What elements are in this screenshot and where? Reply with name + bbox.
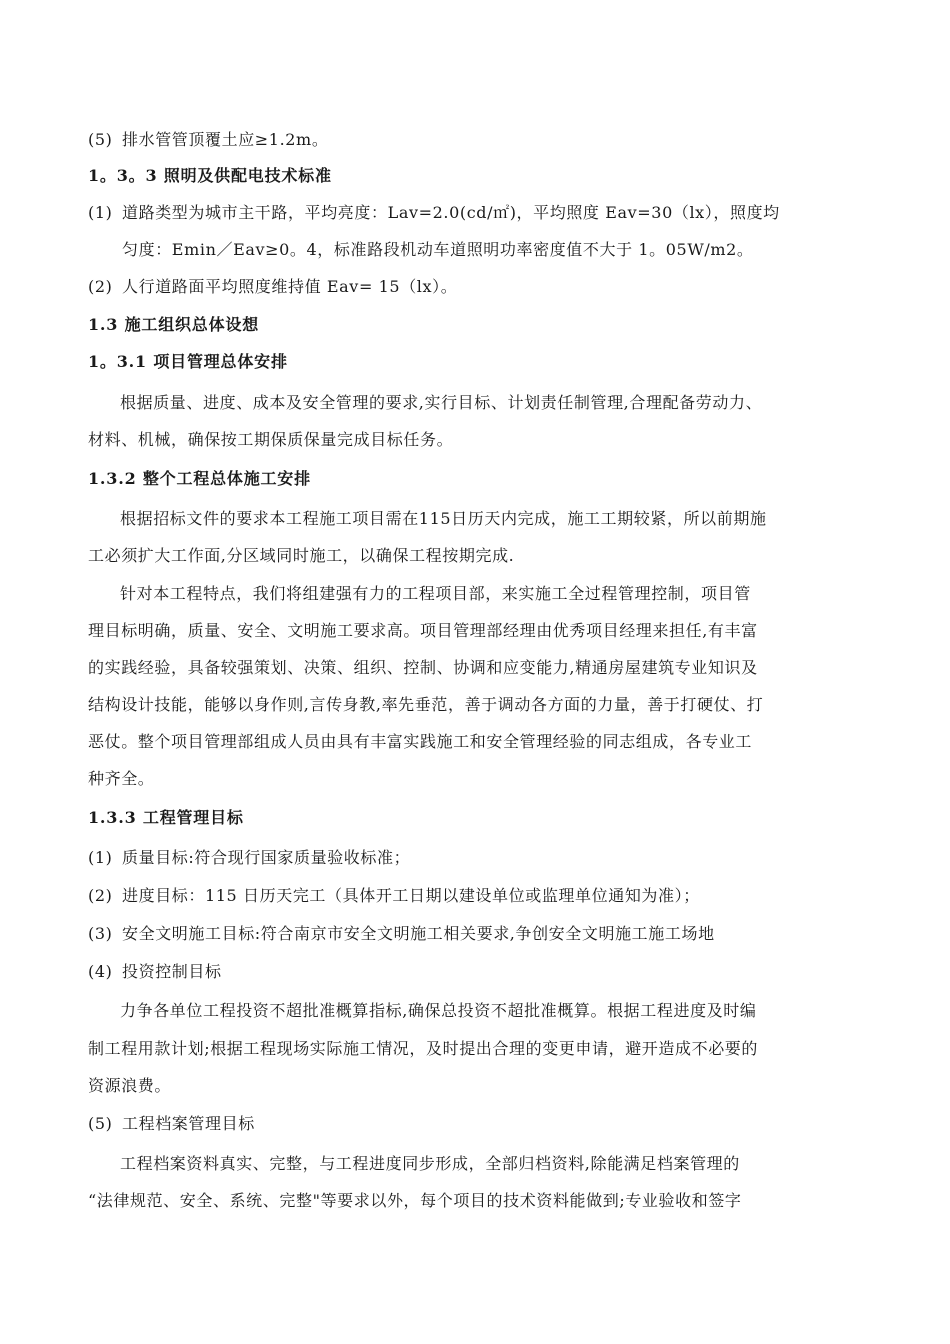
paragraph-line: 针对本工程特点，我们将组建强有力的工程项目部，来实施工全过程管理控制，项目管 <box>120 584 751 603</box>
list-item <box>88 848 868 868</box>
section-heading: 1.3.3 工程管理目标 <box>88 808 244 827</box>
list-text: 投资控制目标 <box>122 962 222 981</box>
list-text: 安全文明施工目标:符合南京市安全文明施工相关要求,争创安全文明施工施工场地 <box>122 924 715 943</box>
paragraph-line: 根据质量、进度、成本及安全管理的要求,实行目标、计划责任制管理,合理配备劳动力、 <box>120 393 763 412</box>
list-text: 道路类型为城市主干路，平均亮度：Lav=2.0(cd/㎡)，平均照度 Eav=30（lx），照度均 <box>122 203 780 222</box>
list-number: (5) <box>88 130 113 149</box>
paragraph-line: 资源浪费。 <box>88 1076 172 1095</box>
list-text: 工程档案管理目标 <box>122 1114 255 1133</box>
paragraph-line: 力争各单位工程投资不超批准概算指标,确保总投资不超批准概算。根据工程进度及时编 <box>120 1001 757 1020</box>
list-item <box>88 962 868 982</box>
list-text: 排水管管顶覆土应≥1.2m。 <box>122 130 329 149</box>
list-item-continuation: 匀度：Emin／Eav≥0。4，标准路段机动车道照明功率密度值不大于 1。05W/m2。 <box>122 240 754 259</box>
list-number: (5) <box>88 1114 113 1133</box>
paragraph-line: 结构设计技能，能够以身作则,言传身教,率先垂范，善于调动各方面的力量，善于打硬仗、打 <box>88 695 764 714</box>
section-heading: 1。3.1 项目管理总体安排 <box>88 352 288 371</box>
list-number: (1) <box>88 848 113 867</box>
section-heading: 1.3 施工组织总体设想 <box>88 315 260 334</box>
paragraph-line: 恶仗。整个项目管理部组成人员由具有丰富实践施工和安全管理经验的同志组成，各专业工 <box>88 732 753 751</box>
paragraph-line: 理目标明确，质量、安全、文明施工要求高。项目管理部经理由优秀项目经理来担任,有丰富 <box>88 621 758 640</box>
list-text: 人行道路面平均照度维持值 Eav= 15（lx）。 <box>122 277 458 296</box>
paragraph-line: 的实践经验，具备较强策划、决策、组织、控制、协调和应变能力,精通房屋建筑专业知识及 <box>88 658 758 677</box>
list-item <box>88 130 868 150</box>
list-number: (1) <box>88 203 113 222</box>
section-heading: 1。3。3 照明及供配电技术标准 <box>88 166 332 185</box>
paragraph-line: 工必须扩大工作面,分区域同时施工，以确保工程按期完成. <box>88 546 515 565</box>
list-number: (2) <box>88 277 113 296</box>
paragraph-line: 根据招标文件的要求本工程施工项目需在115日历天内完成，施工工期较紧，所以前期施 <box>120 509 767 528</box>
list-text: 质量目标:符合现行国家质量验收标准； <box>122 848 411 867</box>
list-number: (2) <box>88 886 113 905</box>
paragraph-line: 工程档案资料真实、完整，与工程进度同步形成，全部归档资料,除能满足档案管理的 <box>120 1154 740 1173</box>
list-text: 进度目标：115 日历天完工（具体开工日期以建设单位或监理单位通知为准）； <box>122 886 700 905</box>
paragraph-line: “法律规范、安全、系统、完整"等要求以外，每个项目的技术资料能做到;专业验收和签字 <box>88 1191 742 1210</box>
list-item <box>88 277 868 297</box>
list-item <box>88 924 868 944</box>
list-item <box>88 1114 868 1134</box>
list-number: (3) <box>88 924 113 943</box>
paragraph-line: 种齐全。 <box>88 769 155 788</box>
section-heading: 1.3.2 整个工程总体施工安排 <box>88 469 311 488</box>
list-number: (4) <box>88 962 113 981</box>
list-item <box>88 886 868 906</box>
list-item <box>88 203 868 223</box>
paragraph-line: 制工程用款计划;根据工程现场实际施工情况，及时提出合理的变更申请，避开造成不必要的 <box>88 1039 758 1058</box>
paragraph-line: 材料、机械，确保按工期保质保量完成目标任务。 <box>88 430 454 449</box>
